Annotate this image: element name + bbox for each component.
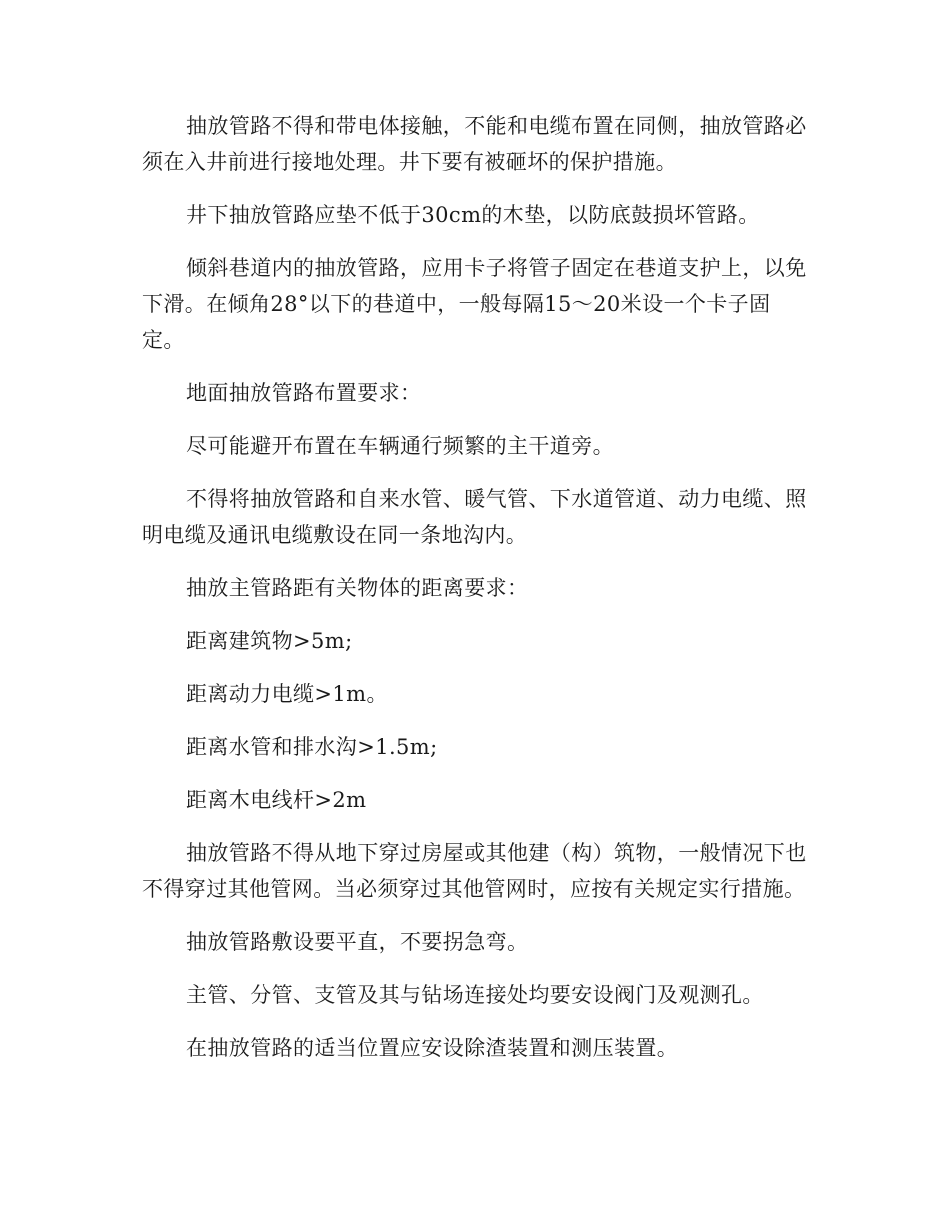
paragraph-wood-pad: 井下抽放管路应垫不低于30cm的木垫，以防底鼓损坏管路。 <box>186 203 760 227</box>
document-body <box>142 108 812 1083</box>
paragraph-straight-laying: 抽放管路敷设要平直，不要拐急弯。 <box>186 930 529 954</box>
paragraph-distance-requirements: 抽放主管路距有关物体的距离要求： <box>186 576 529 600</box>
paragraph-no-shared-trench: 不得将抽放管路和自来水管、暖气管、下水道管道、动力电缆、照明电缆及通讯电缆敷设在同一条地沟内。 <box>142 487 807 547</box>
paragraph-distance-pole: 距离木电线杆>2m <box>186 788 367 812</box>
paragraph-distance-water-pipe: 距离水管和排水沟>1.5m; <box>186 735 438 759</box>
paragraph-surface-requirements: 地面抽放管路布置要求： <box>186 381 422 405</box>
paragraph-grounding: 抽放管路不得和带电体接触，不能和电缆布置在同侧，抽放管路必须在入井前进行接地处理。井下要有被砸坏的保护措施。 <box>142 114 807 174</box>
paragraph-valves: 主管、分管、支管及其与钻场连接处均要安设阀门及观测孔。 <box>186 983 764 1007</box>
paragraph-slag-pressure: 在抽放管路的适当位置应安设除渣装置和测压装置。 <box>186 1036 679 1060</box>
paragraph-inclined-roadway: 倾斜巷道内的抽放管路，应用卡子将管子固定在巷道支护上，以免下滑。在倾角28°以下的巷道中，一般每隔15～20米设一个卡子固定。 <box>142 256 807 352</box>
paragraph-no-crossing: 抽放管路不得从地下穿过房屋或其他建（构）筑物，一般情况下也不得穿过其他管网。当必须穿过其他管网时，应按有关规定实行措施。 <box>142 841 807 901</box>
paragraph-distance-power-cable: 距离动力电缆>1m。 <box>186 682 388 706</box>
paragraph-distance-building: 距离建筑物>5m; <box>186 629 353 653</box>
paragraph-avoid-main-road: 尽可能避开布置在车辆通行频繁的主干道旁。 <box>186 434 614 458</box>
